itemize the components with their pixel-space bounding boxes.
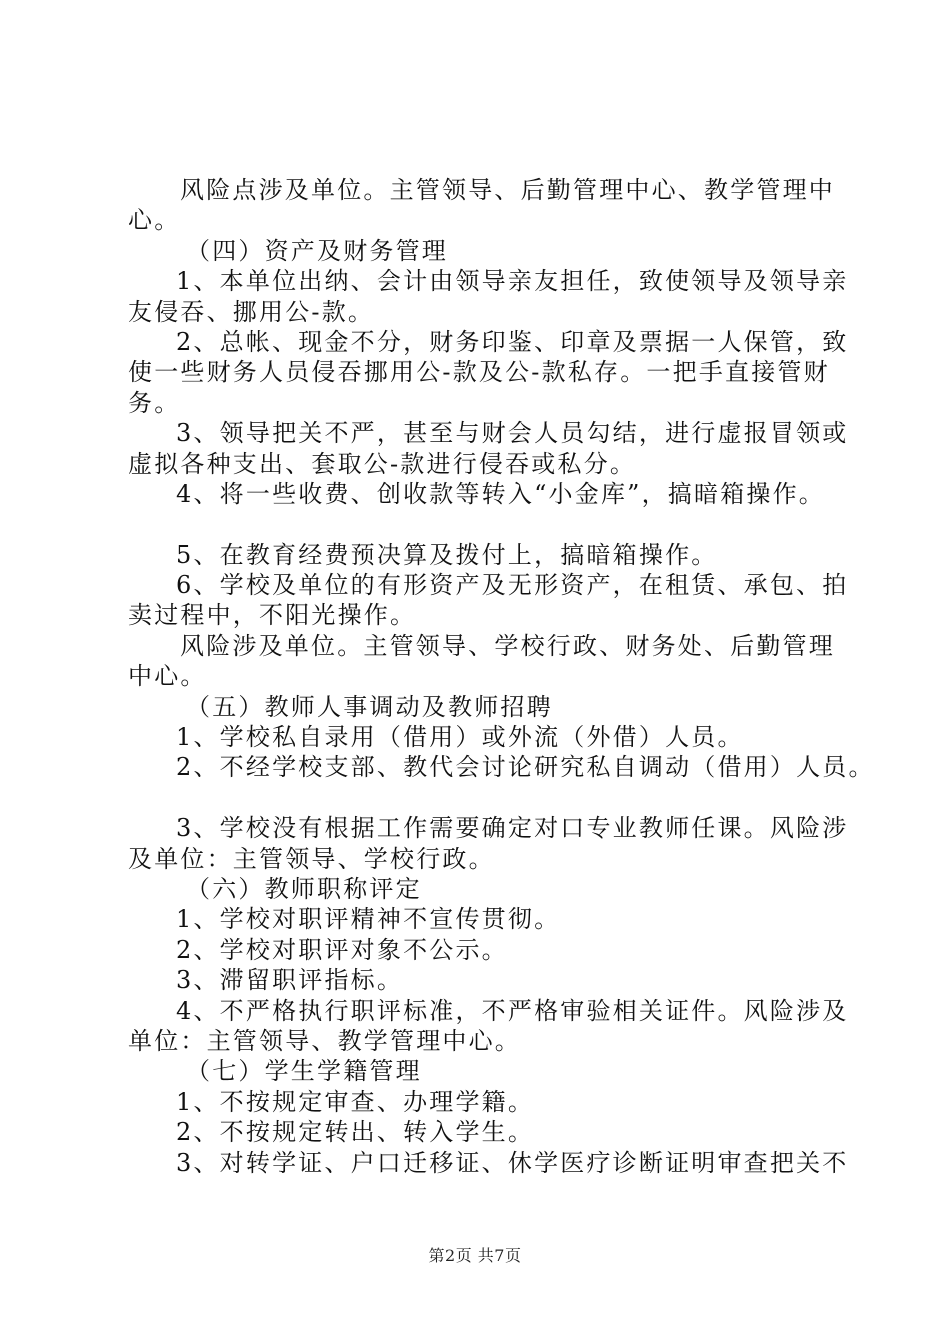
text-line: 友侵吞、挪用公-款。 — [128, 297, 375, 326]
text-line: （四）资产及财务管理 — [186, 236, 448, 265]
text-line: 卖过程中，不阳光操作。 — [128, 601, 417, 630]
text-line: 1、学校私自录用（借用）或外流（外借）人员。 — [176, 723, 744, 752]
text-line: 2、不按规定转出、转入学生。 — [176, 1118, 535, 1147]
text-line: 2、总帐、现金不分，财务印鉴、印章及票据一人保管，致 — [176, 327, 849, 356]
text-line: 2、学校对职评对象不公示。 — [176, 935, 508, 964]
text-line: 1、本单位出纳、会计由领导亲友担任，致使领导及领导亲 — [176, 267, 849, 296]
text-line: 及单位：主管领导、学校行政。 — [128, 844, 495, 873]
text-line: 4、不严格执行职评标准，不严格审验相关证件。风险涉及 — [176, 996, 849, 1025]
page-footer: 第2页 共7页 — [428, 1246, 522, 1265]
text-line: 5、在教育经费预决算及拨付上，搞暗箱操作。 — [176, 540, 718, 569]
text-line: 务。 — [128, 388, 181, 417]
blank-line — [128, 783, 848, 813]
text-line: 1、不按规定审查、办理学籍。 — [176, 1087, 535, 1116]
text-line: （六）教师职称评定 — [186, 874, 422, 903]
text-line: 3、领导把关不严，甚至与财会人员勾结，进行虚报冒领或 — [176, 419, 849, 448]
text-line: 使一些财务人员侵吞挪用公-款及公-款私存。一把手直接管财 — [128, 358, 830, 387]
text-line: 1、学校对职评精神不宣传贯彻。 — [176, 905, 561, 934]
text-line: 心。 — [128, 206, 181, 235]
text-line: 2、不经学校支部、教代会讨论研究私自调动（借用）人员。 — [176, 753, 875, 782]
text-line: 3、学校没有根据工作需要确定对口专业教师任课。风险涉 — [176, 814, 849, 843]
text-line: 3、对转学证、户口迁移证、休学医疗诊断证明审查把关不 — [176, 1148, 849, 1177]
text-line: 6、学校及单位的有形资产及无形资产，在租赁、承包、拍 — [176, 571, 849, 600]
text-line: （七）学生学籍管理 — [186, 1057, 422, 1086]
text-line: 4、将一些收费、创收款等转入“小金库”，搞暗箱操作。 — [176, 479, 826, 508]
text-line: 风险点涉及单位。主管领导、后勤管理中心、教学管理中 — [180, 176, 835, 204]
text-line: 中心。 — [128, 662, 207, 691]
text-line: 虚拟各种支出、套取公-款进行侵吞或私分。 — [128, 449, 637, 478]
document-body — [128, 175, 875, 1178]
text-line: 单位：主管领导、教学管理中心。 — [128, 1026, 521, 1055]
text-line: 3、滞留职评指标。 — [176, 966, 404, 995]
text-line: （五）教师人事调动及教师招聘 — [186, 692, 553, 721]
blank-line — [128, 509, 848, 539]
text-line: 风险涉及单位。主管领导、学校行政、财务处、后勤管理 — [180, 631, 835, 660]
